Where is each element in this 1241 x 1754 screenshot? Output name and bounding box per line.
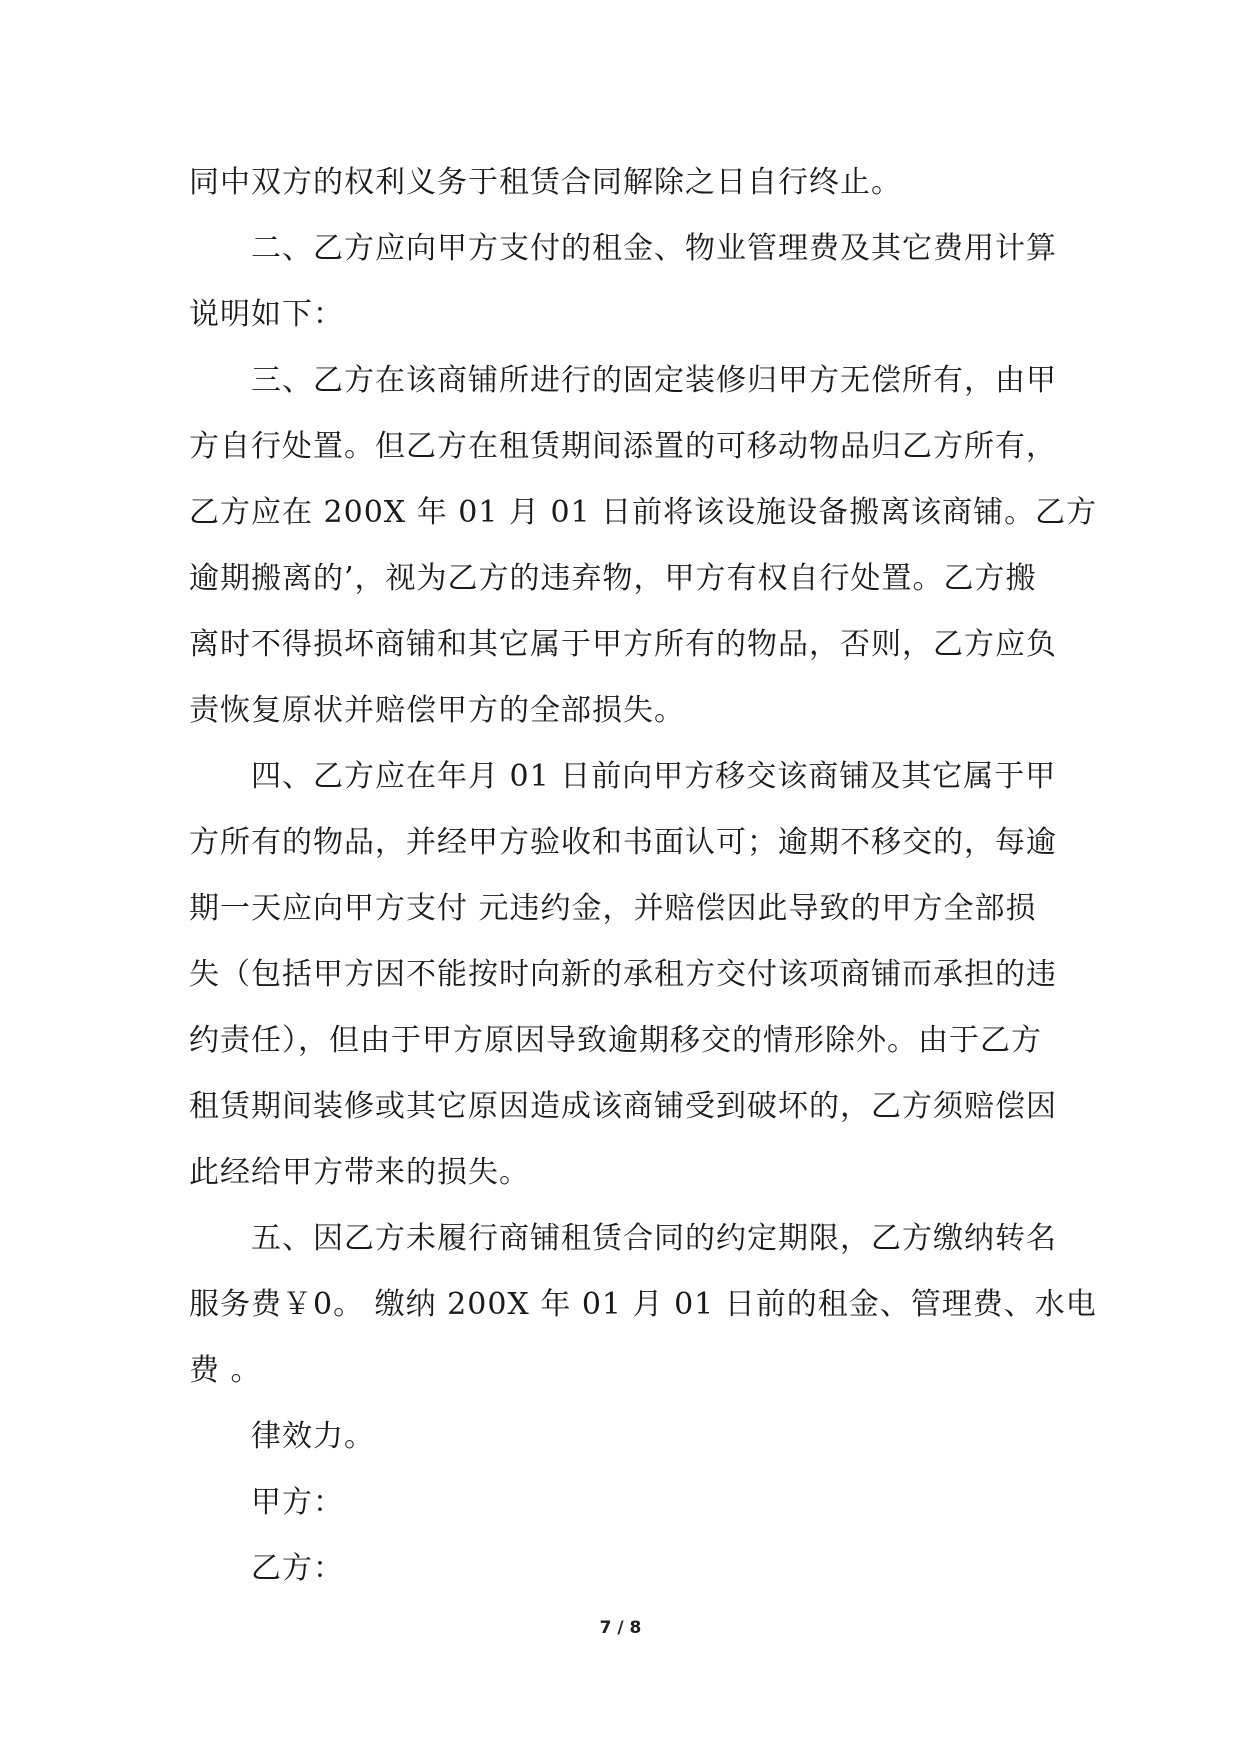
text-line: 费 。 bbox=[189, 1353, 262, 1388]
text-line: 此经给甲方带来的损失。 bbox=[189, 1155, 530, 1190]
text-line: 期一天应向甲方支付 元违约金，并赔偿因此导致的甲方全部损 bbox=[189, 891, 1037, 926]
text-line: 逾期搬离的’，视为乙方的违弃物，甲方有权自行处置。乙方搬 bbox=[189, 561, 1037, 596]
text-line: 服务费￥0。 缴纳 200X 年 01 月 01 日前的租金、管理费、水电 bbox=[189, 1287, 1097, 1322]
text-line: 乙方应在 200X 年 01 月 01 日前将该设施设备搬离该商铺。乙方 bbox=[189, 495, 1098, 530]
text-line: 说明如下： bbox=[189, 297, 344, 332]
text-line: 同中双方的权利义务于租赁合同解除之日自行终止。 bbox=[189, 165, 902, 200]
text-line: 四、乙方应在年月 01 日前向甲方移交该商铺及其它属于甲 bbox=[251, 759, 1057, 794]
page-number: 7 / 8 bbox=[599, 1618, 642, 1638]
text-line: 离时不得损坏商铺和其它属于甲方所有的物品，否则，乙方应负 bbox=[189, 627, 1057, 662]
text-line: 五、因乙方未履行商铺租赁合同的约定期限，乙方缴纳转名 bbox=[251, 1221, 1057, 1256]
text-line: 律效力。 bbox=[251, 1419, 375, 1454]
text-line: 失（包括甲方因不能按时向新的承租方交付该项商铺而承担的违 bbox=[189, 957, 1057, 992]
signature-party-b-label: 乙方： bbox=[251, 1551, 344, 1586]
text-line: 约责任），但由于甲方原因导致逾期移交的情形除外。由于乙方 bbox=[189, 1023, 1042, 1058]
text-line: 二、乙方应向甲方支付的租金、物业管理费及其它费用计算 bbox=[251, 231, 1057, 266]
text-line: 方自行处置。但乙方在租赁期间添置的可移动物品归乙方所有， bbox=[189, 429, 1057, 464]
document-body bbox=[189, 150, 1098, 1602]
text-line: 责恢复原状并赔偿甲方的全部损失。 bbox=[189, 693, 685, 728]
text-line: 租赁期间装修或其它原因造成该商铺受到破坏的，乙方须赔偿因 bbox=[189, 1089, 1057, 1124]
text-line: 方所有的物品，并经甲方验收和书面认可；逾期不移交的，每逾 bbox=[189, 825, 1057, 860]
text-line: 三、乙方在该商铺所进行的固定装修归甲方无偿所有，由甲 bbox=[251, 363, 1057, 398]
signature-party-a-label: 甲方： bbox=[251, 1485, 344, 1520]
